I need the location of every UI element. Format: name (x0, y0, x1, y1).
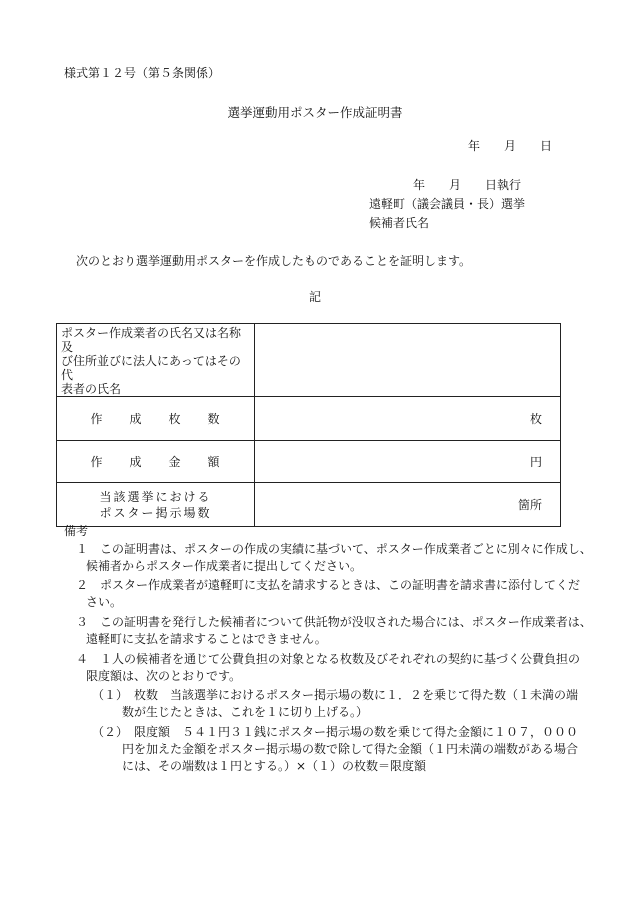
note-item-2 (76, 577, 580, 611)
document-title: 選挙運動用ポスター作成証明書 (227, 105, 403, 120)
poster-info-table (56, 323, 561, 527)
note-item-1 (76, 541, 592, 575)
note-line: ３ この証明書を発行した候補者について供託物が没収された場合には、ポスター作成業者は、 (76, 615, 592, 629)
note-line: ４ １人の候補者を通じて公費負担の対象となる枚数及びそれぞれの契約に基づく公費負担の (76, 652, 581, 666)
note-subitem-2 (92, 724, 578, 775)
poster-count-label: 作 成 枚 数 (57, 397, 255, 441)
note-line: （１） 枚数 当該選挙におけるポスター掲示場の数に１．２を乗じて得た数（１未満の端 (92, 688, 579, 702)
candidate-name-label: 候補者氏名 (369, 216, 430, 230)
contractor-label-line: び住所並びに法人にあってはその代 (61, 354, 241, 382)
note-line: 候補者からポスター作成業者に提出してください。 (86, 559, 363, 573)
poster-board-label-line: 当該選挙における (99, 489, 212, 504)
poster-board-label (57, 483, 255, 527)
election-executed-date: 年 月 日執行 (413, 178, 522, 192)
table-row (57, 397, 561, 441)
ki-heading: 記 (308, 290, 321, 304)
poster-board-count-cell[interactable] (255, 483, 561, 527)
table-row (57, 324, 561, 397)
note-line: さい。 (86, 595, 123, 609)
table-row (57, 441, 561, 483)
table-row (57, 483, 561, 527)
contractor-value-cell[interactable] (255, 324, 561, 397)
note-line: １ この証明書は、ポスターの作成の実績に基づいて、ポスター作成業者ごとに別々に作成し、 (76, 542, 592, 556)
note-item-4 (76, 651, 580, 685)
election-name: 遠軽町（議会議員・長）選挙 (369, 197, 526, 211)
note-line: 遠軽町に支払を請求することはできません。 (86, 632, 327, 646)
note-subitem-1 (92, 687, 578, 721)
unit-mai: 枚 (529, 412, 542, 426)
note-line: 限度額は、次のとおりです。 (86, 669, 242, 683)
note-line: ２ ポスター作成業者が遠軽町に支払を請求するときは、この証明書を請求書に添付してくだ (76, 578, 581, 592)
poster-amount-cell[interactable] (255, 441, 561, 483)
notes-heading: 備考 (64, 524, 89, 538)
contractor-label-cell (57, 324, 255, 397)
unit-yen: 円 (529, 455, 542, 469)
form-number: 様式第１２号（第５条関係） (64, 66, 221, 80)
note-line: には、その端数は１円とする。）×（１）の枚数＝限度額 (122, 759, 427, 773)
certification-statement: 次のとおり選挙運動用ポスターを作成したものであることを証明します。 (76, 254, 472, 268)
poster-count-cell[interactable] (255, 397, 561, 441)
poster-board-label-line: ポスター掲示場数 (99, 505, 212, 520)
unit-kasho: 箇所 (517, 498, 542, 512)
contractor-label-line: ポスター作成業者の氏名又は名称及 (61, 326, 242, 354)
issue-date-line: 年 月 日 (467, 139, 552, 153)
note-item-3 (76, 614, 592, 648)
note-line: 円を加えた金額をポスター掲示場の数で除して得た金額（１円未満の端数がある場合 (122, 742, 579, 756)
note-line: （２） 限度額 ５４１円３１銭にポスター掲示場の数を乗じて得た金額に１０７，０００ (92, 725, 579, 739)
contractor-label-line: 表者の氏名 (61, 382, 122, 396)
poster-amount-label: 作 成 金 額 (57, 441, 255, 483)
note-line: 数が生じたときは、これを１に切り上げる。） (122, 705, 369, 719)
